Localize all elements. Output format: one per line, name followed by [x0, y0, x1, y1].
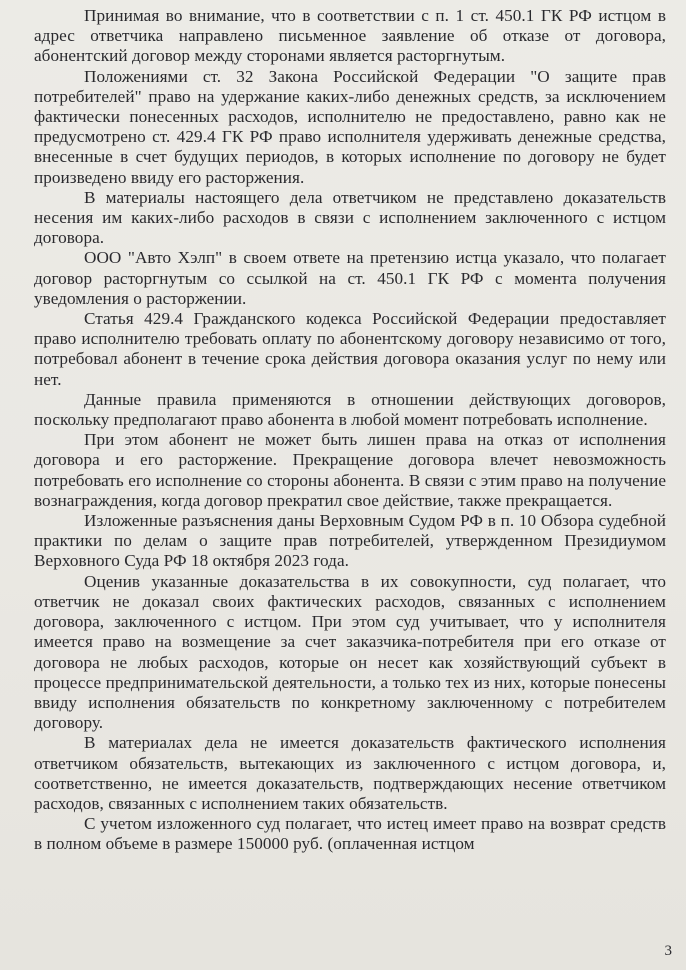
- paragraph-article-429-4: Статья 429.4 Гражданского кодекса Российской Федерации предоставляет право исполнителю требовать оплату по абонентскому договору независимо от того, потребовал абонент в течение срока действия договора оказания услуг по нему или нет.: [34, 309, 666, 389]
- paragraph-no-expense-evidence: В материалы настоящего дела ответчиком не представлено доказательств несения им каких-либо расходов в связи с исполнением заключенного с истцом договора.: [34, 187, 666, 248]
- paragraph-avto-help-response: ООО "Авто Хэлп" в своем ответе на претензию истца указало, что полагает договор расторгнутым со ссылкой на ст. 450.1 ГК РФ с момента получения уведомления о расторжении.: [34, 248, 666, 308]
- paragraph-no-performance-evidence: В материалах дела не имеется доказательств фактического исполнения ответчиком обязательств, вытекающих из заключенного с истцом договора, и, соответственно, не имеется доказательств, подтверждающих несение ответчиком расходов, связанных с исполнением таких обязательств.: [34, 733, 666, 813]
- paragraph-contract-terminated: Принимая во внимание, что в соответствии с п. 1 ст. 450.1 ГК РФ истцом в адрес ответчика направлено письменное заявление об отказе от договора, абонентский договор между сторонами является расторгнутым.: [34, 6, 666, 66]
- paragraph-subscriber-rights: При этом абонент не может быть лишен права на отказ от исполнения договора и его расторжение. Прекращение договора влечет невозможность потребовать его исполнение со стороны абонента. В связи с этим право на получение вознаграждения, когда договор прекратил свое действие, также прекращается.: [34, 430, 666, 510]
- paragraph-court-evaluation: Оценив указанные доказательства в их совокупности, суд полагает, что ответчик не доказал своих фактических расходов, связанных с исполнением договора, заключенного с истцом. При этом суд учитывает, что у исполнителя имеется право на возмещение за счет заказчика-потребителя при его отказе от договора не любых расходов, которые он несет как хозяйствующий субъект в процессе предпринимательской деятельности, а только тех из них, которые понесены ввиду исполнения обязательств по конкретному заключенному с потребителем договору.: [34, 571, 666, 733]
- paragraph-rules-apply: Данные правила применяются в отношении действующих договоров, поскольку предполагают право абонента в любой момент потребовать исполнение.: [34, 389, 666, 430]
- paragraph-consumer-law-art32: Положениями ст. 32 Закона Российской Федерации "О защите прав потребителей" право на удержание каких-либо денежных средств, за исключением фактически понесенных расходов, исполнителю не предоставлено, равно как не предусмотрено ст. 429.4 ГК РФ право исполнителя удерживать денежные средства, внесенные в счет будущих периодов, в которых исполнение по договору не будет произведено ввиду его расторжения.: [34, 66, 666, 187]
- page-number: 3: [664, 943, 672, 959]
- paragraph-supreme-court-review: Изложенные разъяснения даны Верховным Судом РФ в п. 10 Обзора судебной практики по делам о защите прав потребителей, утвержденном Президиумом Верховного Суда РФ 18 октября 2023 года.: [34, 511, 666, 571]
- paragraph-refund-conclusion: С учетом изложенного суд полагает, что истец имеет право на возврат средств в полном объеме в размере 150000 руб. (оплаченная истцом: [34, 814, 666, 854]
